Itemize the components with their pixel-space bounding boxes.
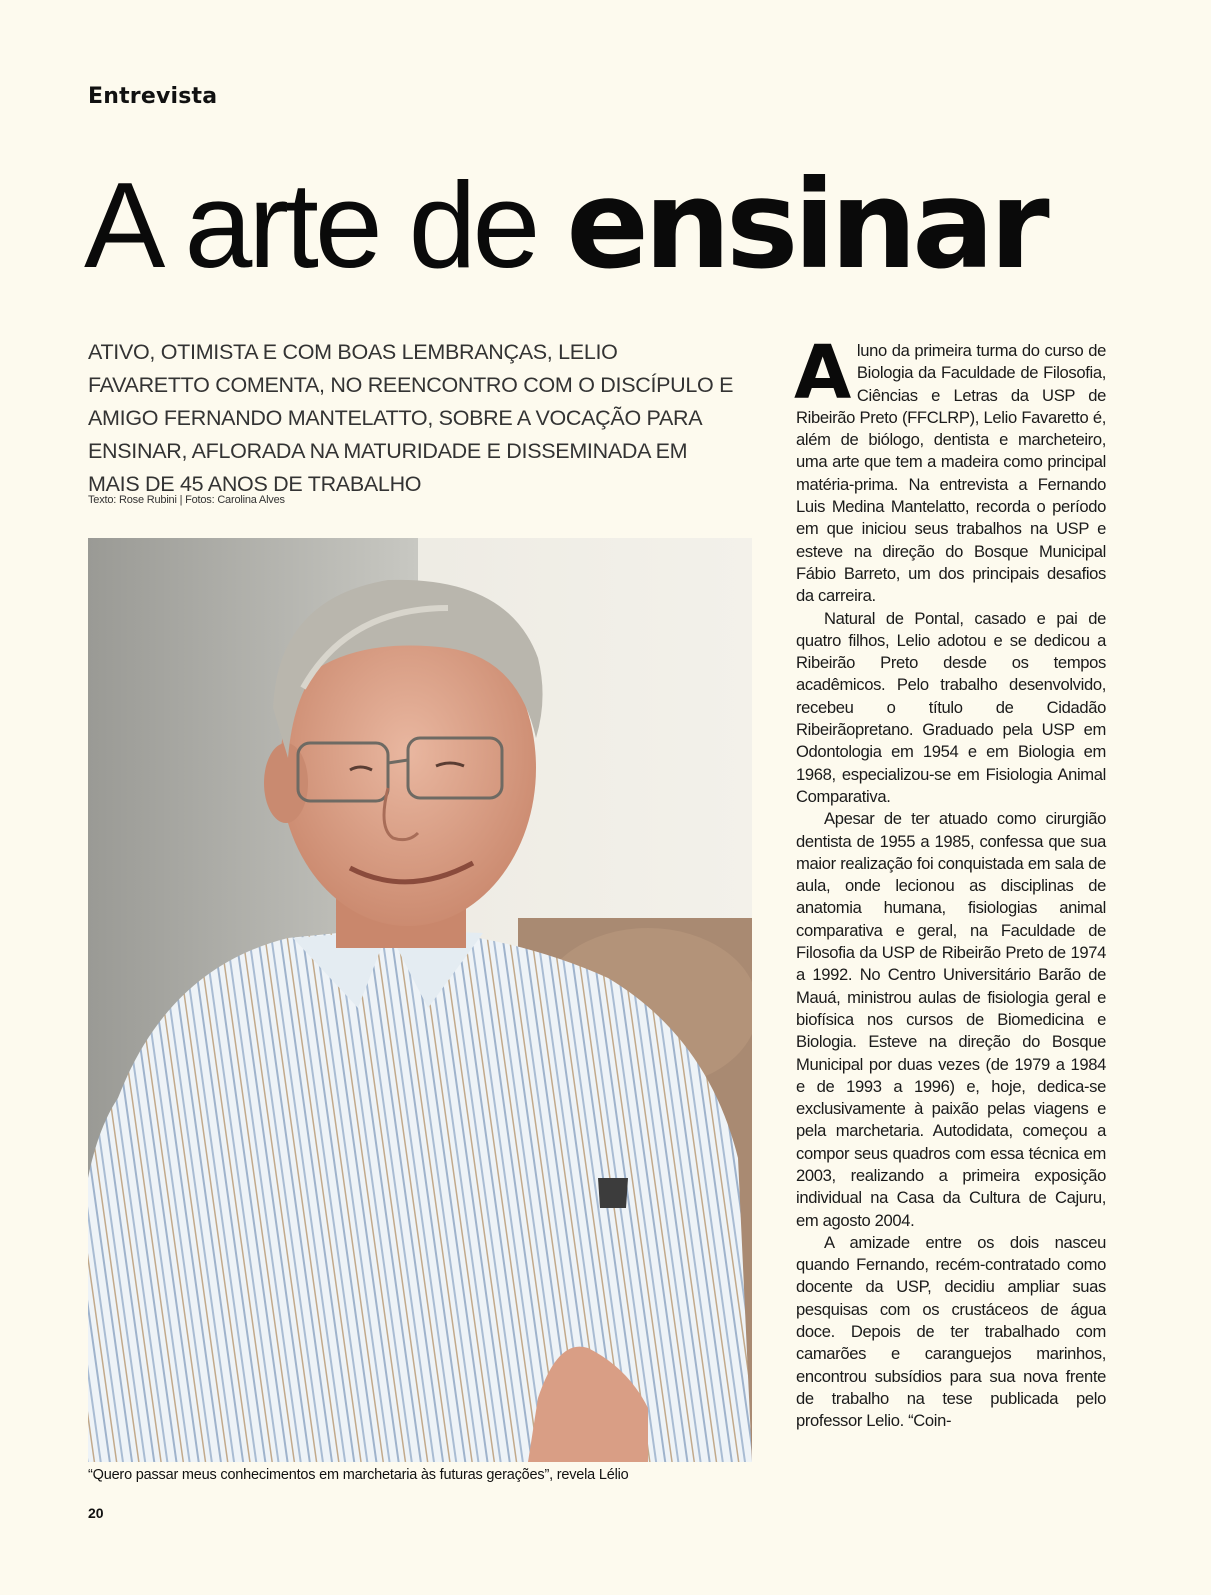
article-body [794, 330, 1106, 1433]
credits: Texto: Rose Rubini | Fotos: Carolina Alves [88, 494, 285, 506]
headline [84, 150, 1144, 300]
paragraph-4: A amizade entre os dois nasceu quando Fernando, recém-contratado como docente da USP, decidiu ampliar suas pesquisas com os crustáceos de água doce. Depois de ter trabalhado com camarões e caranguejos marinhos, encontrou subsídios para sua nova frente de trabalho na tese publicada pelo professor Lelio. “Coin- [796, 1232, 1106, 1431]
paragraph-1 [794, 330, 1106, 608]
page-number: 20 [88, 1505, 104, 1521]
dek: ATIVO, OTIMISTA E COM BOAS LEMBRANÇAS, LELIO FAVARETTO COMENTA, NO REENCONTRO COM O DISCÍPULO E AMIGO FERNANDO MANTELATTO, SOBRE A VOCAÇÃO PARA ENSINAR, AFLORADA NA MATURIDADE E DISSEMINADA EM MAIS DE 45 ANOS DE TRABALHO [88, 340, 734, 496]
paragraph-1-text: luno da primeira turma do curso de Biologia da Faculdade de Filosofia, Ciências e Letras da USP de Ribeirão Preto (FFCLRP), Lelio Favaretto é, além de biólogo, dentista e marcheteiro, uma arte que tem a madeira como principal matéria-prima. Na entrevista a Fernando Luis Medina Mantelatto, recorda o período em que iniciou seus trabalhos na USP e esteve na direção do Bosque Municipal Fábio Barreto, um dos principais desafios da carreira. [796, 341, 1106, 606]
drop-cap: A [794, 330, 851, 416]
section-label: Entrevista [88, 84, 218, 109]
paragraph-2: Natural de Pontal, casado e pai de quatro filhos, Lelio adotou e se dedicou a Ribeirão Preto desde os tempos acadêmicos. Pelo trabalho desenvolvido, recebeu o título de Cidadão Ribeirãopretano. Graduado pela USP em Odontologia em 1954 e em Biologia em 1968, especializou-se em Fisiologia Animal Comparativa. [796, 608, 1106, 806]
headline-bold: ensinar [566, 154, 1045, 296]
headline-light: A arte de [84, 157, 567, 293]
photo-caption: “Quero passar meus conhecimentos em marchetaria às futuras gerações”, revela Lélio [88, 1467, 629, 1483]
paragraph-3: Apesar de ter atuado como cirurgião dentista de 1955 a 1985, confessa que sua maior realização foi conquistada em sala de aula, onde lecionou as disciplinas de anatomia humana, fisiologias animal comparativa e geral, na Faculdade de Filosofia da USP de Ribeirão Preto de 1974 a 1992. No Centro Universitário Barão de Mauá, ministrou aulas de fisiologia geral e biofísica nos cursos de Biomedicina e Biologia. Esteve na direção do Bosque Municipal por duas vezes (de 1979 a 1984 e de 1993 a 1996) e, hoje, dedica-se exclusivamente à paixão pelas viagens e pela marchetaria. Autodidata, começou a compor seus quadros com essa técnica em 2003, realizando a primeira exposição individual na Casa da Cultura de Cajuru, em agosto 2004. [796, 809, 1106, 1230]
portrait-photo [88, 538, 752, 1462]
